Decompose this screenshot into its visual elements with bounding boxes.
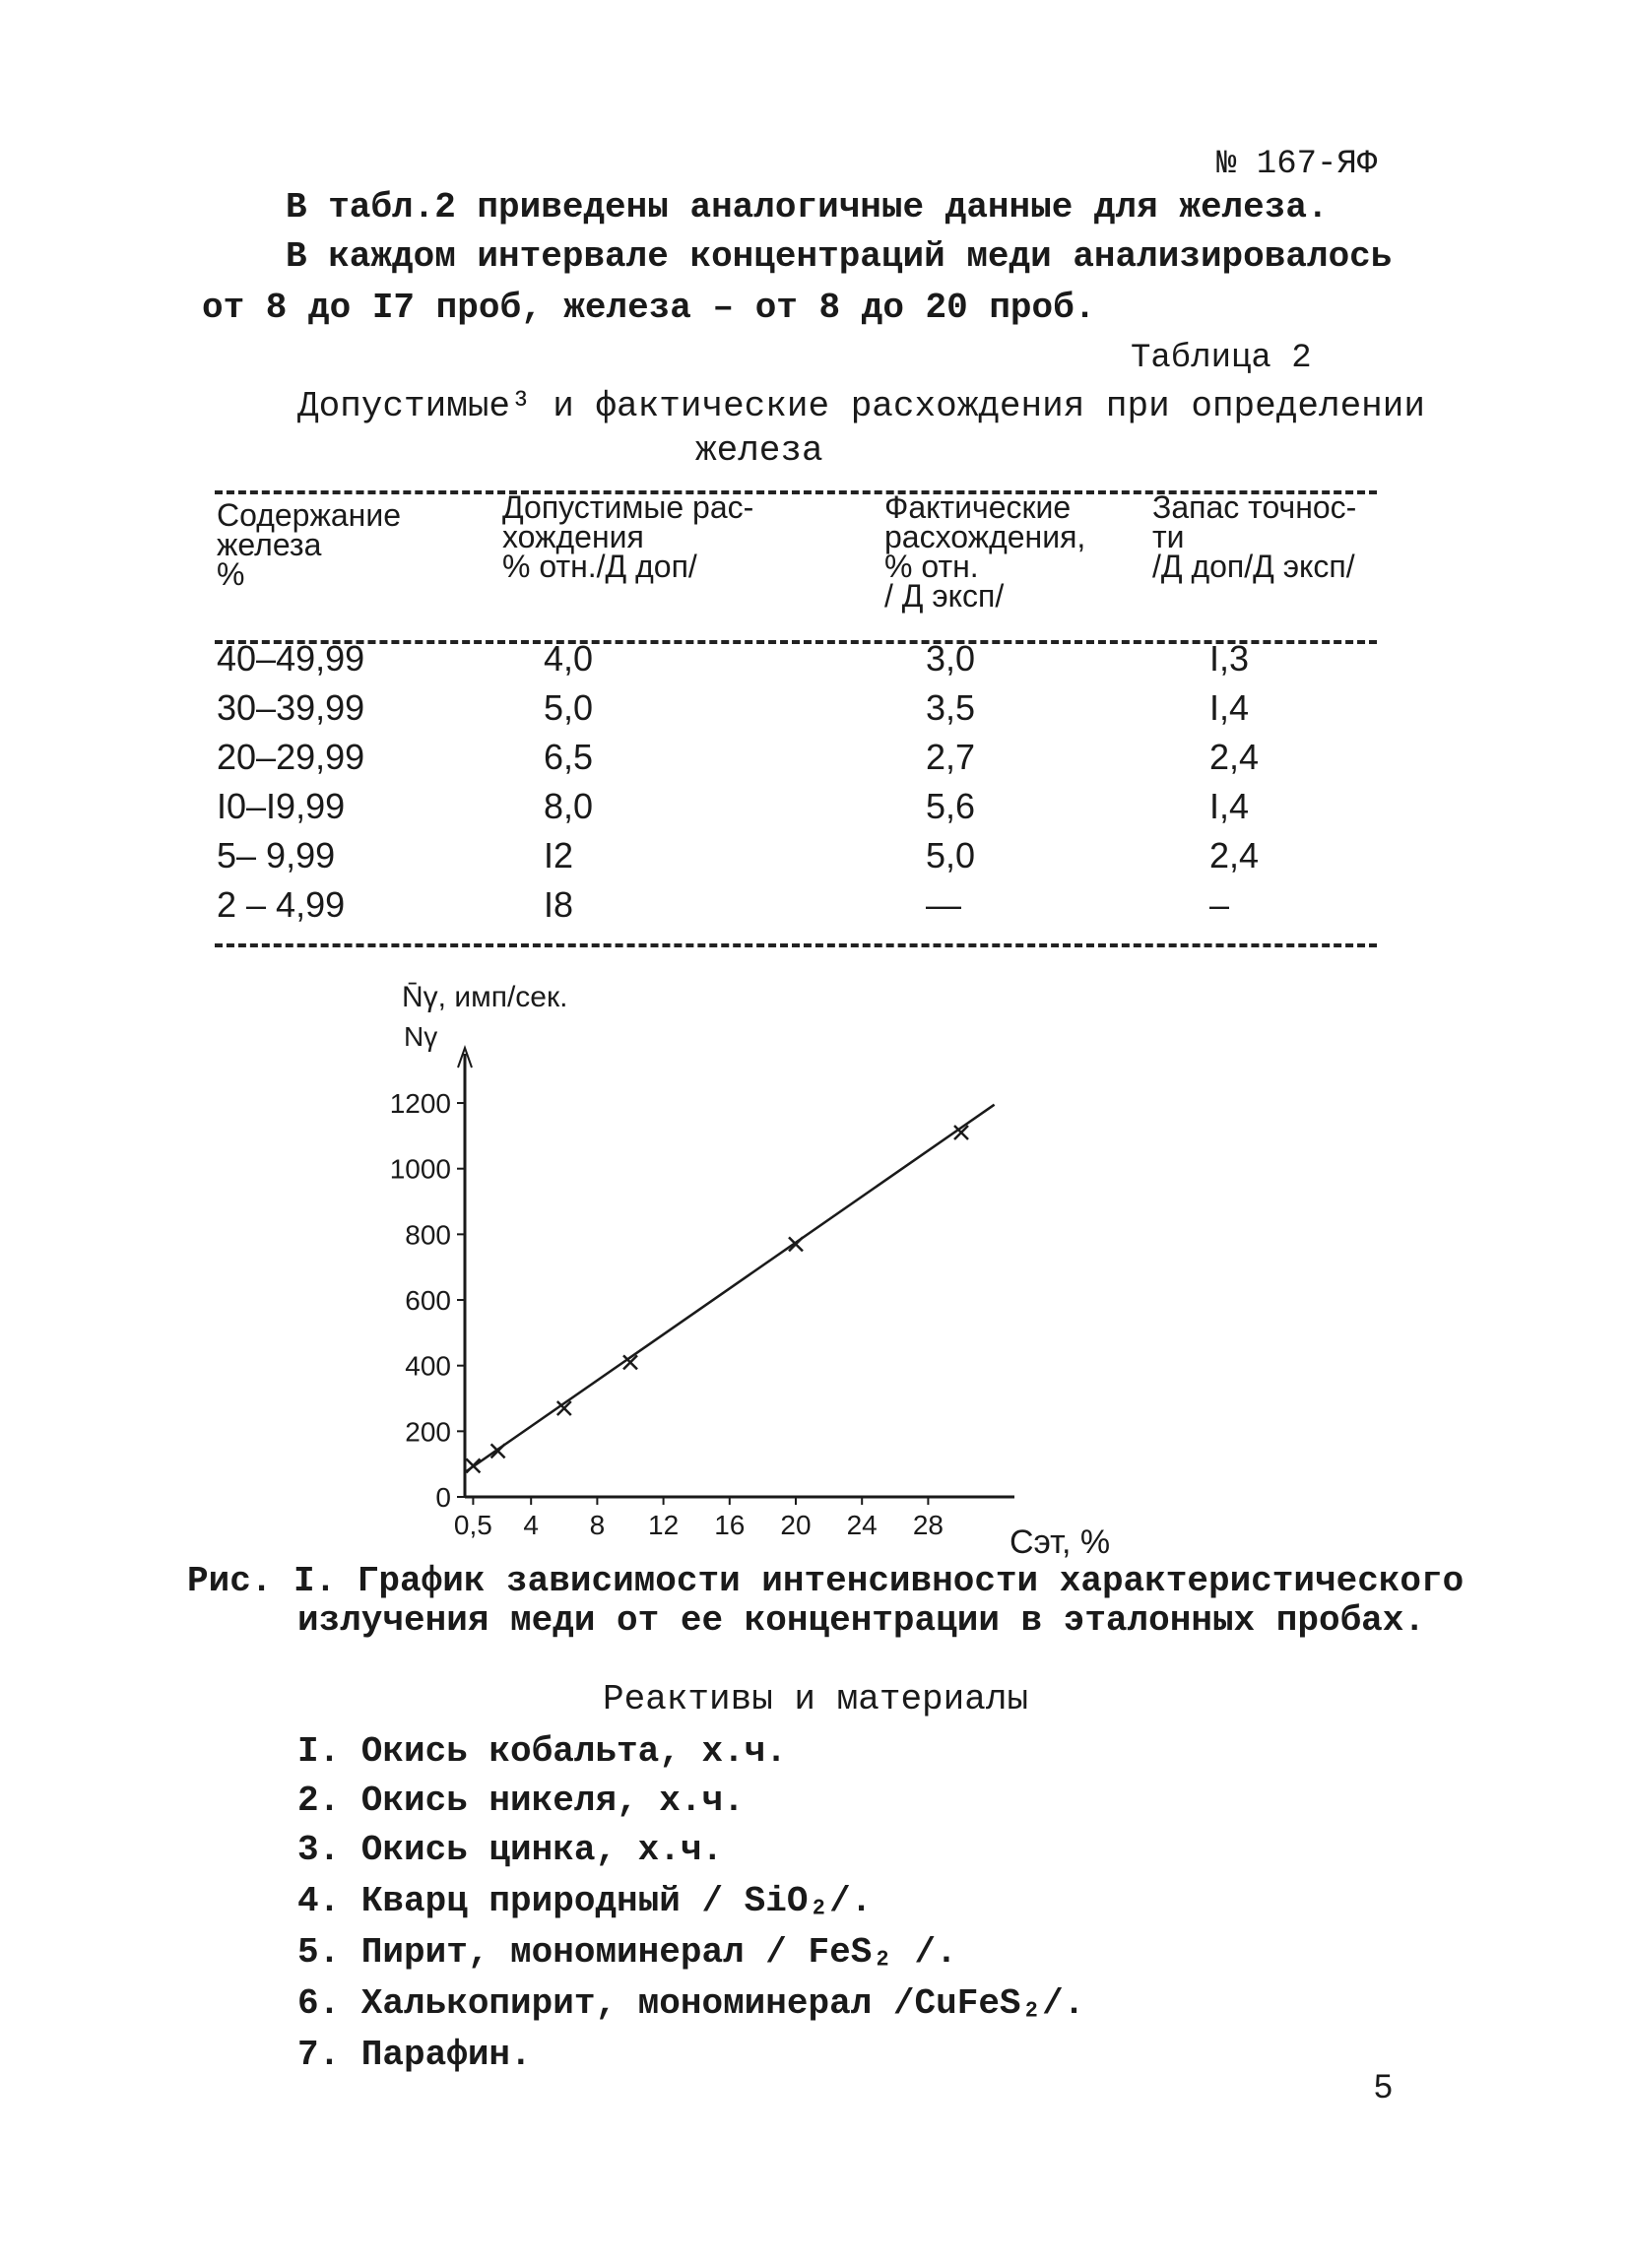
table-cell: 2 – 4,99 xyxy=(217,884,346,925)
page-number: 5 xyxy=(1374,2068,1393,2106)
table-cell: 4,0 xyxy=(544,638,594,679)
table-cell: I,3 xyxy=(1209,638,1250,679)
list-item: 3. Окись цинка, х.ч. xyxy=(297,1830,724,1870)
table-header-margin: Запас точнос- ти /Д доп/Д эксп/ xyxy=(1152,489,1357,584)
y-tick-label: 800 xyxy=(405,1219,451,1251)
table-cell: 40–49,99 xyxy=(217,638,365,679)
table-cell: 6,5 xyxy=(544,737,594,777)
table-cell: 3,0 xyxy=(926,638,976,679)
list-item: 2. Окись никеля, х.ч. xyxy=(297,1781,745,1821)
x-tick-label: 28 xyxy=(912,1510,944,1540)
list-item: 7. Парафин. xyxy=(297,2035,532,2075)
document-id: № 167-ЯФ xyxy=(1216,146,1378,183)
data-point-marker xyxy=(491,1444,505,1458)
table-cell: – xyxy=(1209,884,1230,925)
calibration-chart-svg xyxy=(355,965,1142,1576)
table-cell: 8,0 xyxy=(544,786,594,826)
table-cell: 5,6 xyxy=(926,786,976,826)
x-tick-label: 16 xyxy=(714,1510,746,1540)
y-tick-label: 600 xyxy=(405,1285,451,1317)
x-tick-label: 8 xyxy=(589,1510,606,1540)
table-cell: I,4 xyxy=(1209,687,1250,728)
list-item: I. Окись кобальта, х.ч. xyxy=(297,1731,787,1772)
calibration-fit-line xyxy=(465,1105,995,1472)
table-label: Таблица 2 xyxy=(1131,340,1312,377)
table-cell: I2 xyxy=(544,835,574,875)
x-axis-label: Cэт, % xyxy=(1009,1523,1111,1561)
intro-line-1: В табл.2 приведены аналогичные данные для железа. xyxy=(286,187,1329,227)
table-cell: 2,7 xyxy=(926,737,976,777)
table-header-actual: Фактические расхождения, % отн. / Д эксп/ xyxy=(884,489,1086,614)
table-title-line-2: железа xyxy=(695,430,823,471)
y-tick-label: 1200 xyxy=(389,1088,451,1120)
table-header-rule xyxy=(215,640,1377,644)
table-cell: 5– 9,99 xyxy=(217,835,336,875)
calibration-chart xyxy=(355,965,1142,1576)
intro-line-2: В каждом интервале концентраций меди анализировалось xyxy=(286,236,1393,277)
reagents-title: Реактивы и материалы xyxy=(603,1679,1029,1719)
intro-line-3: от 8 до I7 проб, железа – от 8 до 20 проб. xyxy=(202,288,1096,328)
table-cell: I0–I9,99 xyxy=(217,786,346,826)
x-tick-label: 12 xyxy=(648,1510,680,1540)
table-cell: 2,4 xyxy=(1209,835,1260,875)
y-tick-label: 0 xyxy=(435,1482,451,1513)
table-cell: 20–29,99 xyxy=(217,737,365,777)
table-cell: 5,0 xyxy=(544,687,594,728)
list-item: 6. Халькопирит, мономинерал /CuFeS₂/. xyxy=(297,1983,1085,2024)
table-cell: — xyxy=(926,884,961,925)
x-tick-label: 0,5 xyxy=(453,1510,492,1540)
figure-caption-line-2: излучения меди от ее концентрации в эталонных пробах. xyxy=(297,1600,1425,1641)
x-tick-label: 20 xyxy=(780,1510,812,1540)
x-tick-label: 4 xyxy=(523,1510,539,1540)
table-cell: 5,0 xyxy=(926,835,976,875)
list-item: 4. Кварц природный / SiO₂/. xyxy=(297,1881,873,1921)
table-bottom-rule xyxy=(215,943,1377,947)
y-tick-label: 1000 xyxy=(389,1153,451,1185)
table-cell: 3,5 xyxy=(926,687,976,728)
y-tick-label: 400 xyxy=(405,1350,451,1382)
y-tick-label: 200 xyxy=(405,1416,451,1448)
table-header-allowed: Допустимые рас- хождения % отн./Д доп/ xyxy=(502,489,754,584)
data-point-marker xyxy=(466,1458,480,1472)
table-header-content: Содержание железа % xyxy=(217,497,402,592)
list-item: 5. Пирит, мономинерал / FeS₂ /. xyxy=(297,1932,957,1973)
data-point-marker xyxy=(789,1237,803,1251)
table-cell: 2,4 xyxy=(1209,737,1260,777)
table-cell: 30–39,99 xyxy=(217,687,365,728)
table-title-line-1: Допустимые³ и фактические расхождения при определении xyxy=(297,386,1425,426)
y-axis-label: N̄γ, имп/сек. xyxy=(402,981,568,1013)
table-cell: I8 xyxy=(544,884,574,925)
y-axis-short-label: Nγ xyxy=(404,1021,438,1052)
figure-caption-line-1: Рис. I. График зависимости интенсивности характеристического xyxy=(187,1561,1465,1601)
x-tick-label: 24 xyxy=(846,1510,878,1540)
table-cell: I,4 xyxy=(1209,786,1250,826)
